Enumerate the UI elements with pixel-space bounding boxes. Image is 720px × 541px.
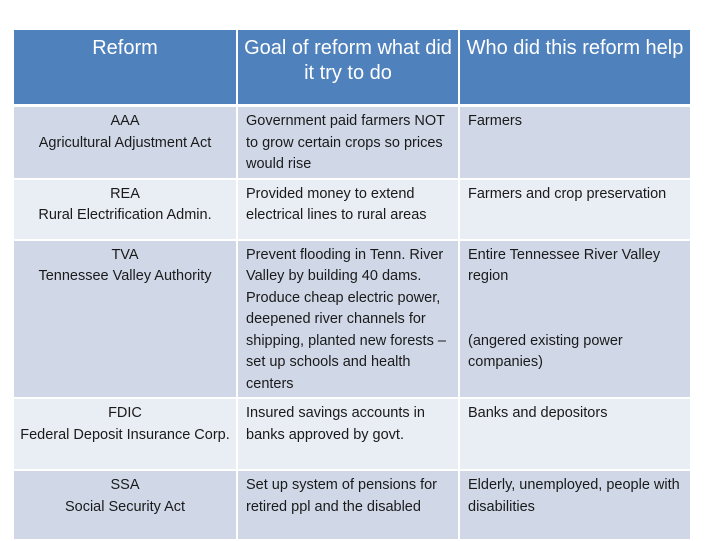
- reform-cell: [14, 470, 237, 540]
- reform-name: Agricultural Adjustment Act: [38, 134, 212, 151]
- reform-name: Federal Deposit Insurance Corp.: [20, 426, 230, 443]
- who-text: Entire Tennessee River Valley region: [468, 246, 661, 284]
- reform-name: Social Security Act: [64, 498, 186, 515]
- reform-cell: [14, 106, 237, 179]
- table-header-row: [14, 30, 690, 106]
- who-cell: Farmers and crop preservation: [459, 179, 690, 240]
- table-row: [14, 470, 690, 540]
- who-cell: Elderly, unemployed, people with disabilities: [459, 470, 690, 540]
- goal-cell: Set up system of pensions for retired ppl and the disabled: [237, 470, 459, 540]
- goal-cell: Prevent flooding in Tenn. River Valley by building 40 dams. Produce cheap electric power, deepened river channels for shipping, planted new forests – set up schools and health centers: [237, 240, 459, 399]
- reform-abbr: FDIC: [108, 405, 142, 421]
- new-deal-reforms-table: [14, 30, 690, 541]
- header-who-helped: Who did this reform help: [459, 30, 690, 106]
- reform-cell: [14, 179, 237, 240]
- who-cell: [459, 240, 690, 399]
- spacer: [468, 288, 684, 331]
- table-row: [14, 179, 690, 240]
- who-note: (angered existing power companies): [468, 332, 623, 370]
- reform-name: Tennessee Valley Authority: [38, 268, 212, 284]
- header-reform: Reform: [14, 30, 237, 106]
- goal-cell: Insured savings accounts in banks approved by govt.: [237, 398, 459, 470]
- table-row: [14, 240, 690, 399]
- who-cell: Farmers: [459, 106, 690, 179]
- table-row: [14, 106, 690, 179]
- reform-cell: [14, 240, 237, 399]
- who-cell: Banks and depositors: [459, 398, 690, 470]
- reform-abbr: TVA: [111, 246, 139, 263]
- table-row: [14, 398, 690, 470]
- reform-abbr: SSA: [110, 477, 140, 493]
- reform-abbr: AAA: [110, 113, 140, 129]
- reform-abbr: REA: [110, 185, 140, 202]
- goal-cell: Government paid farmers NOT to grow certain crops so prices would rise: [237, 106, 459, 179]
- header-goal: Goal of reform what did it try to do: [237, 30, 459, 106]
- goal-cell: Provided money to extend electrical lines to rural areas: [237, 179, 459, 240]
- new-deal-reforms-table-container: [14, 30, 690, 541]
- reform-cell: [14, 398, 237, 470]
- reform-name: Rural Electrification Admin.: [38, 207, 212, 223]
